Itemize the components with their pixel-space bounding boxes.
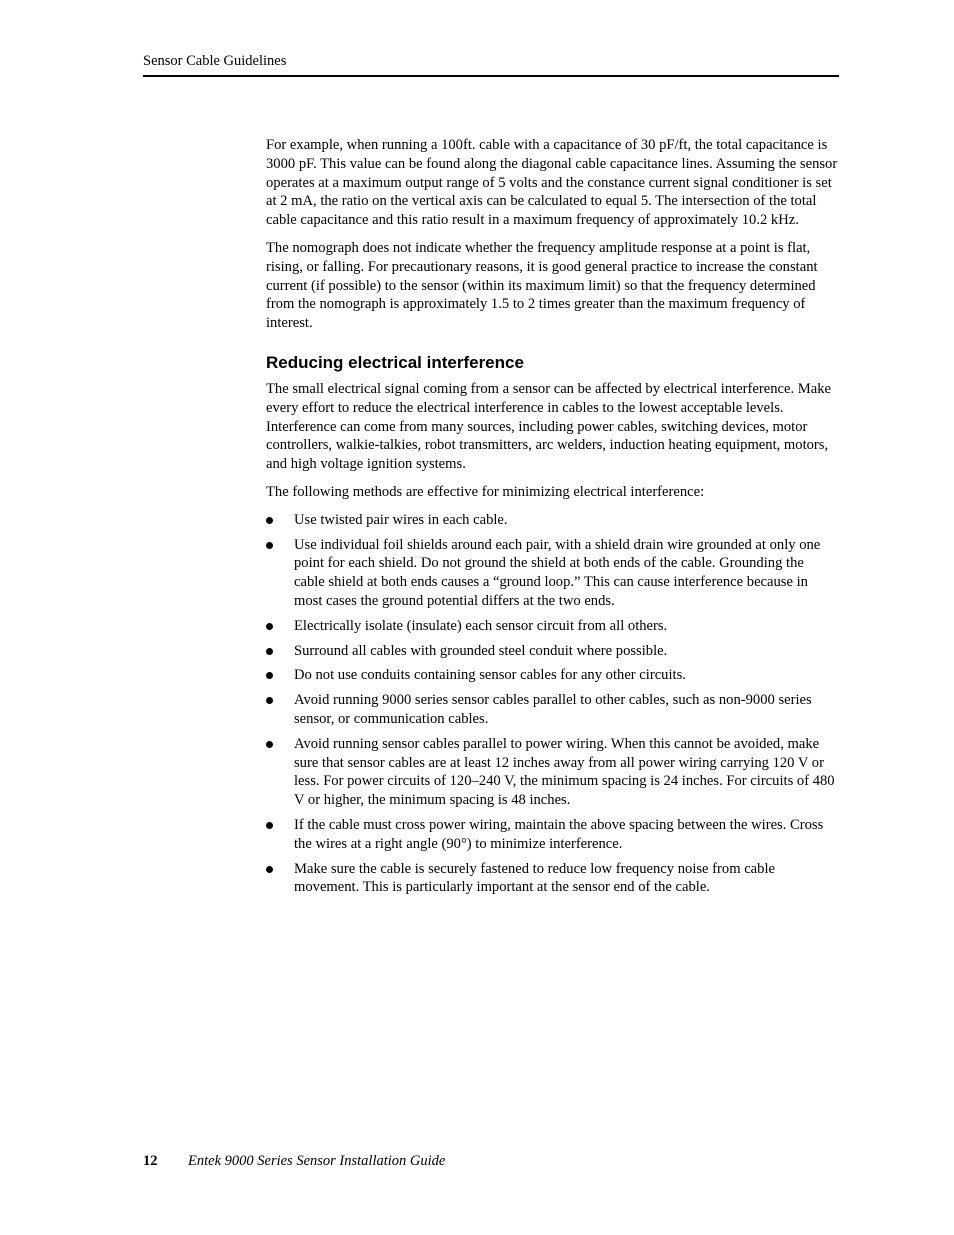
bullet-item	[266, 666, 838, 685]
bullet-item	[266, 642, 838, 661]
bullet-dot-icon	[266, 672, 273, 679]
bullet-dot-icon	[266, 623, 273, 630]
bullet-item	[266, 735, 838, 810]
bullet-item	[266, 511, 838, 530]
body-paragraph: The following methods are effective for minimizing electrical interference:	[266, 483, 705, 500]
bullet-dot-icon	[266, 517, 273, 524]
page-number: 12	[143, 1153, 158, 1169]
bullet-text: Use twisted pair wires in each cable.	[294, 511, 508, 528]
section-title: Sensor Cable Guidelines	[143, 53, 287, 69]
bullet-text: Avoid running sensor cables parallel to power wiring. When this cannot be avoided, make sure that sensor cables are at least 12 inches away from all power wiring carrying 120 V or less. For power circuits of 120–240 V, the minimum spacing is 24 inches. For circuits of 480 V or higher, the minimum spacing is 48 inches.	[294, 735, 835, 809]
section-heading: Reducing electrical interference	[266, 352, 524, 372]
bullet-item	[266, 617, 838, 636]
body-paragraph: The nomograph does not indicate whether the frequency amplitude response at a point is flat, rising, or falling. For precautionary reasons, it is good general practice to increase the constant current (if possible) to the sensor (within its maximum limit) so that the frequency determined from the nomograph is approximately 1.5 to 2 times greater than the maximum frequency of interest.	[266, 239, 818, 332]
body-paragraph: For example, when running a 100ft. cable with a capacitance of 30 pF/ft, the total capacitance is 3000 pF. This value can be found along the diagonal cable capacitance lines. Assuming the sensor operates at a maximum output range of 5 volts and the constance current signal conditioner is set at 2 mA, the ratio on the vertical axis can be calculated to equal 5. The intersection of the total cable capacitance and this ratio result in a maximum frequency of approximately 10.2 kHz.	[266, 137, 838, 229]
bullet-dot-icon	[266, 648, 273, 655]
bullet-text: If the cable must cross power wiring, maintain the above spacing between the wires. Cross the wires at a right angle (90°) to minimize interference.	[294, 816, 824, 852]
bullet-text: Avoid running 9000 series sensor cables parallel to other cables, such as non-9000 series sensor, or communication cables.	[294, 692, 812, 727]
bullet-text: Do not use conduits containing sensor cables for any other circuits.	[294, 667, 686, 684]
bullet-item	[266, 860, 838, 898]
bullet-dot-icon	[266, 697, 273, 704]
bullet-item	[266, 816, 838, 854]
body-paragraph: The small electrical signal coming from a sensor can be affected by electrical interference. Make every effort to reduce the electrical interference in cables to the lowest acceptable levels. Interference can come from many sources, including power cables, switching devices, motor controllers, walkie-talkies, robot transmitters, arc welders, induction heating equipment, motors, and high voltage ignition systems.	[266, 380, 831, 473]
main-content	[266, 136, 838, 903]
bullet-dot-icon	[266, 741, 273, 748]
guide-title: Entek 9000 Series Sensor Installation Guide	[188, 1153, 446, 1169]
bullet-text: Use individual foil shields around each pair, with a shield drain wire grounded at only one point for each shield. Do not ground the shield at both ends of the cable. Grounding the cable shield at both ends causes a “ground loop.” This can cause interference because in most cases the ground potential differs at the two ends.	[294, 536, 821, 609]
bullet-item	[266, 691, 838, 729]
page-footer	[143, 1152, 445, 1170]
running-header	[143, 52, 839, 77]
bullet-list	[266, 511, 838, 897]
bullet-item	[266, 536, 838, 611]
bullet-dot-icon	[266, 822, 273, 829]
bullet-text: Surround all cables with grounded steel conduit where possible.	[294, 642, 668, 659]
bullet-text: Make sure the cable is securely fastened to reduce low frequency noise from cable movement. This is particularly important at the sensor end of the cable.	[294, 860, 775, 896]
bullet-text: Electrically isolate (insulate) each sensor circuit from all others.	[294, 617, 668, 634]
bullet-dot-icon	[266, 866, 273, 873]
bullet-dot-icon	[266, 542, 273, 549]
